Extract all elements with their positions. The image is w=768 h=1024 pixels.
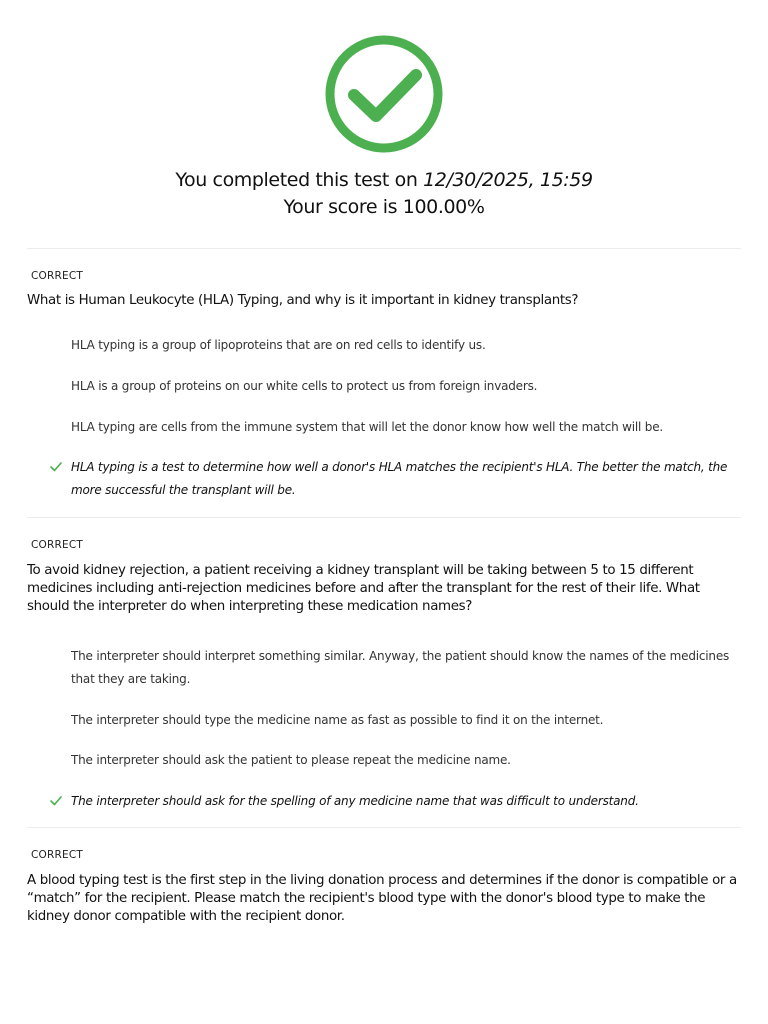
question-block xyxy=(27,270,741,502)
completed-date: 12/30/2025, 15:59 xyxy=(423,169,593,191)
completed-prefix: You completed this test on xyxy=(175,169,424,191)
answer-list xyxy=(27,645,741,813)
answer-option-correct xyxy=(27,456,741,502)
question-block xyxy=(27,539,741,813)
answer-option-correct xyxy=(27,790,741,813)
question-text: To avoid kidney rejection, a patient receiving a kidney transplant will be taking between 5 to 15 different medicines including anti-rejection medicines before and after the transplant for the rest of their life. What should the interpreter do when interpreting these medication names? xyxy=(27,563,700,614)
answer-option: The interpreter should interpret something similar. Anyway, the patient should know the names of the medicines that they are taking. xyxy=(71,649,730,686)
question-status: CORRECT xyxy=(31,849,83,861)
question-text: A blood typing test is the first step in the living donation process and determines if the donor is compatible or a “match” for the recipient. Please match the recipient's blood type with the donor's blood type to make the kidney donor compatible with the recipient donor. xyxy=(27,873,737,924)
checkmark-icon xyxy=(49,460,63,474)
result-header xyxy=(27,0,741,221)
checkmark-icon xyxy=(49,794,63,808)
check-circle-icon xyxy=(323,33,445,155)
answer-option: HLA typing is a group of lipoproteins that are on red cells to identify us. xyxy=(71,338,486,352)
question-text: What is Human Leukocyte (HLA) Typing, and why is it important in kidney transplants? xyxy=(27,293,579,308)
divider xyxy=(27,248,741,249)
question-status: CORRECT xyxy=(31,270,83,282)
answer-option: The interpreter should type the medicine name as fast as possible to find it on the internet. xyxy=(71,713,604,727)
answer-option: HLA typing are cells from the immune system that will let the donor know how well the match will be. xyxy=(71,420,664,434)
answer-list xyxy=(27,334,741,502)
completed-line xyxy=(27,167,741,194)
answer-text: The interpreter should ask for the spelling of any medicine name that was difficult to understand. xyxy=(71,794,639,808)
answer-option: The interpreter should ask the patient to please repeat the medicine name. xyxy=(71,753,511,767)
divider xyxy=(27,827,741,828)
divider xyxy=(27,517,741,518)
score-text: Your score is 100.00% xyxy=(283,196,485,218)
question-status: CORRECT xyxy=(31,539,83,551)
answer-text: HLA typing is a test to determine how well a donor's HLA matches the recipient's HLA. The better the match, the more successful the transplant will be. xyxy=(71,460,728,497)
question-block xyxy=(27,849,741,926)
answer-option: HLA is a group of proteins on our white cells to protect us from foreign invaders. xyxy=(71,379,538,393)
